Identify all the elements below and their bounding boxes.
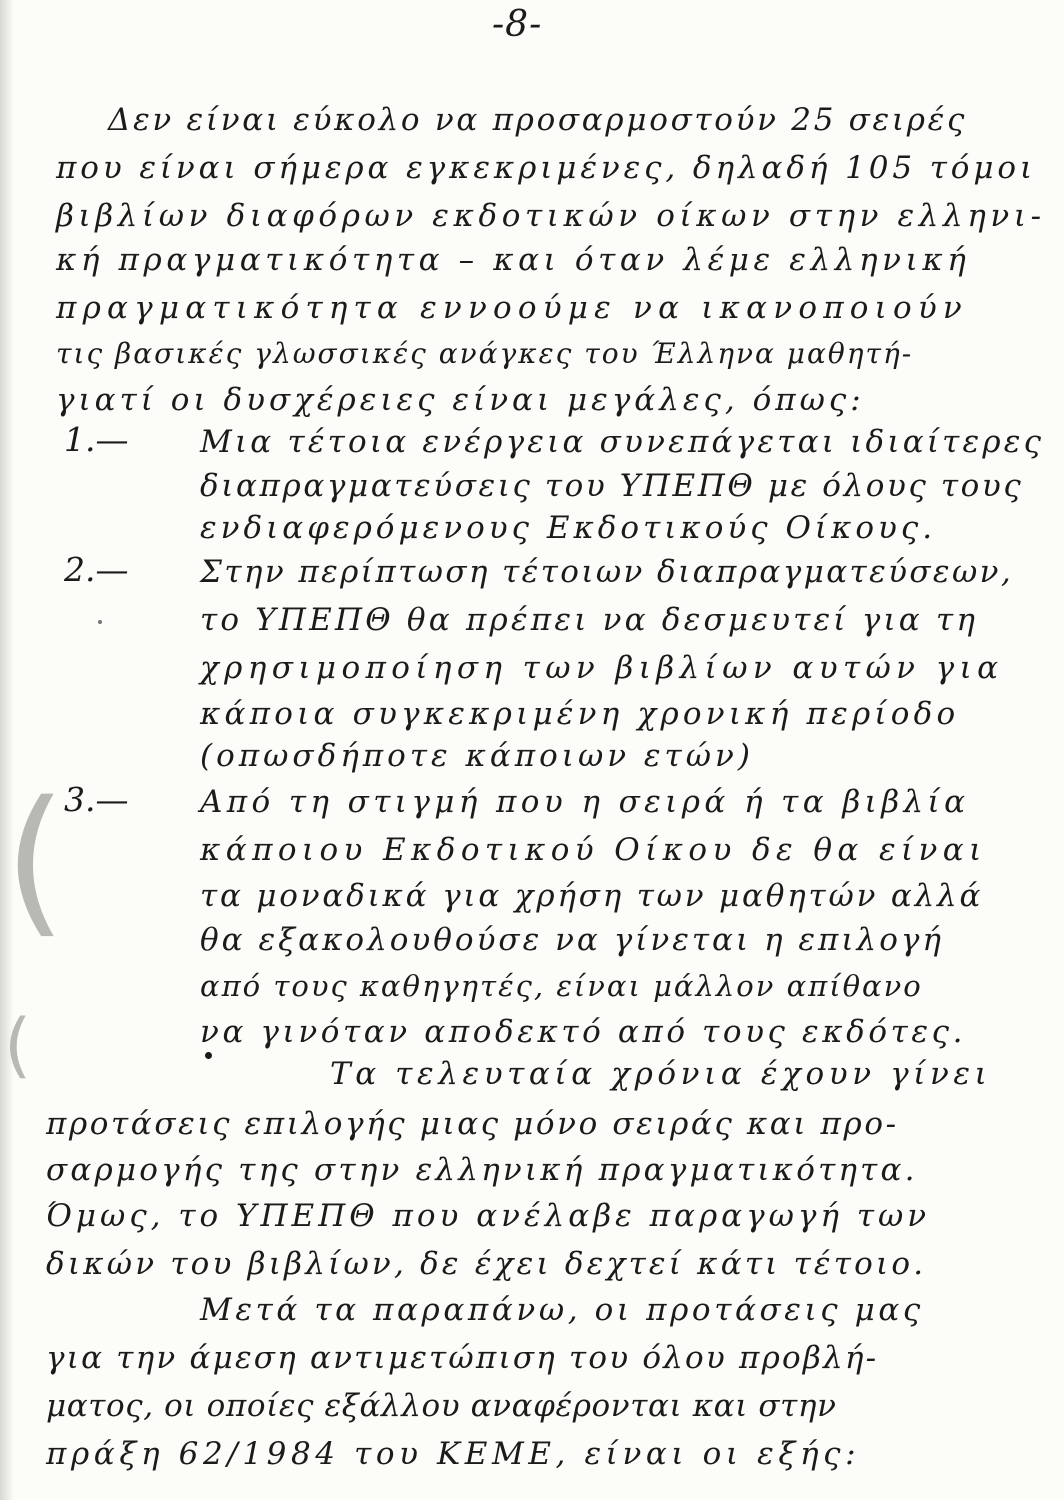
paragraph-line: που είναι σήμερα εγκεκριμένες, δηλαδή 105 τόμοι [56,150,1037,186]
paragraph-line: δικών του βιβλίων, δε έχει δεχτεί κάτι τέτοιο. [46,1246,927,1282]
list-item-line: από τους καθηγητές, είναι μάλλον απίθανο [200,969,923,1003]
list-item-line: Από τη στιγμή που η σειρά ή τα βιβλία [200,784,970,820]
list-item-line: διαπραγματεύσεις του ΥΠΕΠΘ με όλους τους [200,468,1024,504]
paragraph-line: ματος, οι οποίες εξάλλου αναφέρονται και στην [46,1388,837,1424]
list-item-line: (οπωσδήποτε κάποιων ετών) [200,738,754,774]
list-item-line: θα εξακολουθούσε να γίνεται η επιλογή [200,922,944,958]
list-item-number: 2.— [64,550,129,589]
list-item-number: 1.— [64,420,129,459]
paragraph-line: Δεν είναι εύκολο να προσαρμοστούν 25 σειρές [108,102,968,138]
list-item-number: 3.— [64,780,129,819]
paragraph-line: βιβλίων διαφόρων εκδοτικών οίκων στην ελληνι- [56,198,1046,234]
stray-mark [98,620,102,624]
paragraph-line: κή πραγματικότητα – και όταν λέμε ελληνική [56,242,971,278]
margin-bracket-mark: ( [4,766,67,953]
list-item-line: το ΥΠΕΠΘ θα πρέπει να δεσμευτεί για τη [200,602,979,638]
paragraph-line: Τα τελευταία χρόνια έχουν γίνει [330,1056,992,1092]
list-item-line: χρησιμοποίηση των βιβλίων αυτών για [200,650,1004,686]
paragraph-line: πράξη 62/1984 του ΚΕΜΕ, είναι οι εξής: [46,1436,861,1472]
list-item-line: τα μοναδικά για χρήση των μαθητών αλλά [200,878,984,914]
paragraph-line: Όμως, το ΥΠΕΠΘ που ανέλαβε παραγωγή των [46,1198,931,1234]
page-number: -8- [492,4,543,45]
paragraph-line: Μετά τα παραπάνω, οι προτάσεις μας [200,1292,924,1328]
paragraph-line: γιατί οι δυσχέρειες είναι μεγάλες, όπως: [56,382,865,418]
paragraph-line: τις βασικές γλωσσικές ανάγκες του Έλληνα μαθητή- [56,337,914,370]
paragraph-line: σαρμογής της στην ελληνική πραγματικότητα. [46,1152,918,1188]
list-item-line: κάποιου Εκδοτικού Οίκου δε θα είναι [200,832,987,868]
paragraph-line: για την άμεση αντιμετώπιση του όλου προβλή- [46,1340,879,1376]
list-item-line: ενδιαφερόμενους Εκδοτικούς Οίκους. [200,510,937,546]
paragraph-line: προτάσεις επιλογής μιας μόνο σειράς και προ- [46,1106,899,1142]
margin-bracket-mark: ( [4,1004,32,1086]
list-item-line: Μια τέτοια ενέργεια συνεπάγεται ιδιαίτερες [200,424,1045,460]
paragraph-line: πραγματικότητα εννοούμε να ικανοποιούν [56,290,968,326]
list-item-line: Στην περίπτωση τέτοιων διαπραγματεύσεων, [200,554,1014,590]
scan-edge [0,0,14,1500]
list-item-line: να γινόταν αποδεκτό από τους εκδότες. [200,1014,967,1050]
ink-dot [205,1052,212,1059]
list-item-line: κάποια συγκεκριμένη χρονική περίοδο [200,696,960,732]
